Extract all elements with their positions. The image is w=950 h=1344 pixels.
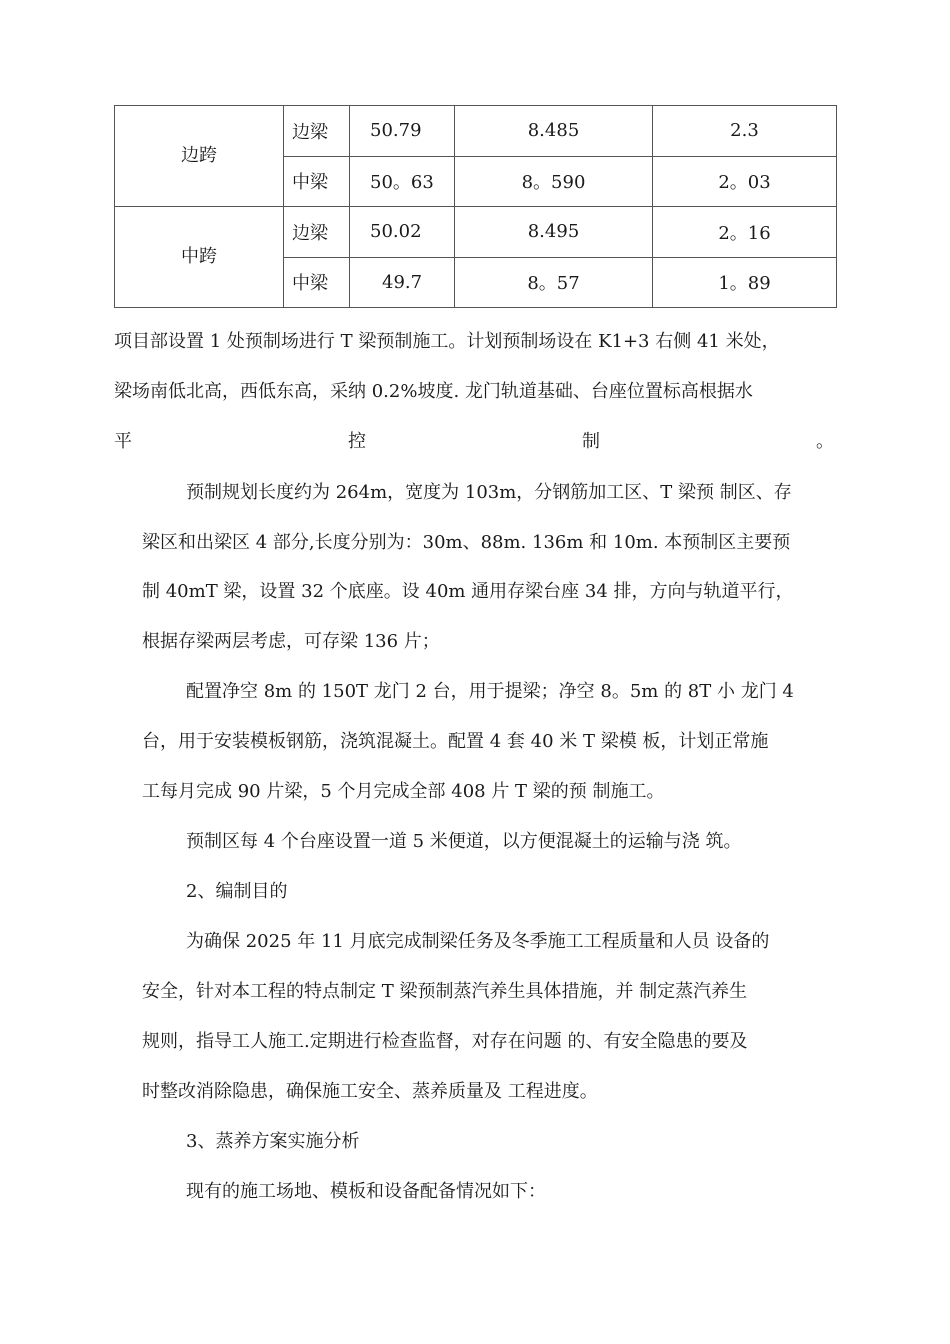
beam-type-cell: 边梁 bbox=[284, 106, 350, 157]
group-label-cell: 边跨 bbox=[115, 106, 284, 207]
table-row bbox=[115, 207, 837, 258]
paragraph-line: 工每月完成 90 片梁，5 个月完成全部 408 片 T 梁的预 制施工。 bbox=[142, 781, 665, 802]
paragraph-line: 配置净空 8m 的 150T 龙门 2 台，用于提梁；净空 8。5m 的 8T 小 龙门 4 bbox=[186, 681, 794, 702]
section-heading: 3、蒸养方案实施分析 bbox=[186, 1131, 360, 1152]
value-cell: 50.02 bbox=[350, 207, 455, 258]
justified-char: 控 bbox=[348, 431, 366, 452]
paragraph-line: 预制规划长度约为 264m，宽度为 103m，分钢筋加工区、T 梁预 制区、存 bbox=[186, 482, 792, 503]
body-text-line: 项目部设置 1 处预制场进行 T 梁预制施工。计划预制场设在 K1+3 右侧 41 米处， bbox=[114, 331, 780, 352]
paragraph-line: 时整改消除隐患，确保施工安全、蒸养质量及 工程进度。 bbox=[142, 1081, 598, 1102]
beam-type-cell: 中梁 bbox=[284, 156, 350, 207]
paragraph-line: 台，用于安装模板钢筋，浇筑混凝土。配置 4 套 40 米 T 梁模 板，计划正常施 bbox=[142, 731, 769, 752]
value-cell: 50.79 bbox=[350, 106, 455, 157]
justified-char: 平 bbox=[114, 431, 132, 452]
value-cell: 8。590 bbox=[455, 156, 653, 207]
value-cell: 8.485 bbox=[455, 106, 653, 157]
justified-char: 制 bbox=[582, 431, 600, 452]
body-text-line: 梁场南低北高，西低东高，采纳 0.2%坡度. 龙门轨道基础、台座位置标高根据水 bbox=[114, 381, 753, 402]
value-cell: 50。63 bbox=[350, 156, 455, 207]
value-cell: 8.495 bbox=[455, 207, 653, 258]
body-text-line-justified bbox=[114, 430, 834, 454]
value-cell: 1。89 bbox=[653, 257, 837, 308]
beam-type-cell: 边梁 bbox=[284, 207, 350, 258]
justified-char: 。 bbox=[816, 431, 834, 452]
paragraph-line: 制 40mT 梁，设置 32 个底座。设 40m 通用存梁台座 34 排，方向与轨道平行， bbox=[142, 581, 794, 602]
paragraph-line: 根据存梁两层考虑，可存梁 136 片； bbox=[142, 631, 440, 652]
value-cell: 49.7 bbox=[350, 257, 455, 308]
paragraph-line: 规则，指导工人施工.定期进行检查监督，对存在问题 的、有安全隐患的要及 bbox=[142, 1031, 748, 1052]
value-cell: 8。57 bbox=[455, 257, 653, 308]
value-cell: 2。03 bbox=[653, 156, 837, 207]
paragraph-line: 预制区每 4 个台座设置一道 5 米便道，以方便混凝土的运输与浇 筑。 bbox=[186, 831, 742, 852]
value-cell: 2.3 bbox=[653, 106, 837, 157]
section-heading: 2、编制目的 bbox=[186, 881, 288, 902]
paragraph-line: 梁区和出梁区 4 部分,长度分别为：30m、88m. 136m 和 10m. 本预制区主要预 bbox=[142, 532, 791, 553]
paragraph-line: 安全，针对本工程的特点制定 T 梁预制蒸汽养生具体措施，并 制定蒸汽养生 bbox=[142, 981, 748, 1002]
value-cell: 2。16 bbox=[653, 207, 837, 258]
group-label-cell: 中跨 bbox=[115, 207, 284, 308]
table-row bbox=[115, 106, 837, 157]
beam-type-cell: 中梁 bbox=[284, 257, 350, 308]
beam-spec-table bbox=[114, 105, 837, 308]
paragraph-line: 现有的施工场地、模板和设备配备情况如下： bbox=[186, 1181, 546, 1202]
paragraph-line: 为确保 2025 年 11 月底完成制梁任务及冬季施工工程质量和人员 设备的 bbox=[186, 931, 770, 952]
